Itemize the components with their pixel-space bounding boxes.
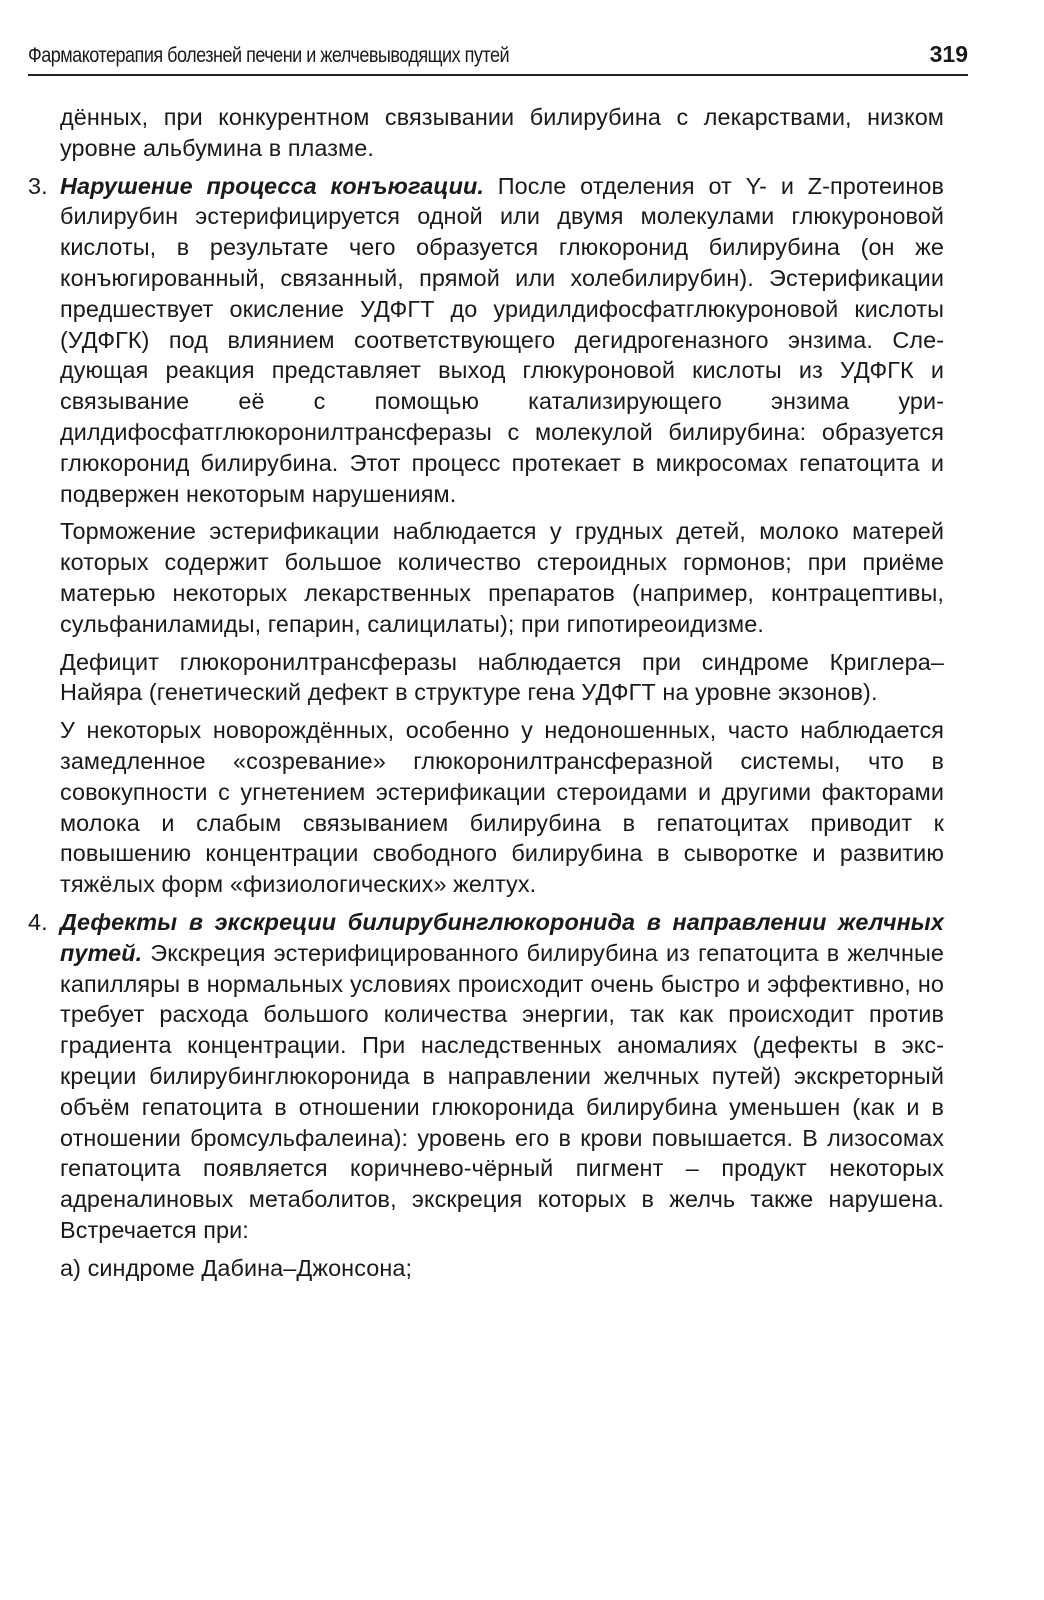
header-title: Фармакотерапия болезней печени и желчевыводящих путей [28,44,510,67]
continuation-paragraph: дённых, при конкурентном связывании билирубина с лекарствами, низком уровне альбумина в плазме. [60,104,944,161]
list-item-3-text: После отделения от Y- и Z-протеинов билирубин эстерифицируется одной или двумя молекулами глюкуроновой кислоты, в результате чего образуется глюкоронид билирубина (он же конъюгированный, связанный, прямой или холебилирубин). Эстерификации предшествует окисление УДФГТ до уридилдифосфатглюкуроновой кислоты (УДФГК) под влиянием соответствующего дегидрогеназного энзима. Следующая реакция представляет выход глюкуроновой кислоты из УДФГК и связывание её с помощью катализирующего энзима уридилдифосфатглюкоронилтрансферазы с молекулой билирубина: образуется глюкоронид билирубина. Этот процесс протекает в микросомах гепатоцита и подвержен некоторым нарушениям. [60,172,944,507]
paragraph-crigler-najjar: Дефицит глюкоронилтрансферазы наблюдается при синдроме Криглера–Найяра (генетический дефект в структуре гена УДФГТ на уровне экзонов). [60,648,944,706]
list-item-3-heading: Нарушение процесса конъюгации. [60,172,484,199]
page-body [28,102,944,1290]
running-header [28,38,968,76]
list-item-4-heading: Дефекты в экскреции билирубинглюкоронида в направлении желчных путей. [60,908,944,966]
list-item-4 [28,907,944,1246]
list-item-3 [28,171,944,510]
list-item-3-number: 3. [28,172,48,199]
page-number: 319 [929,41,968,67]
sub-item-a: а) синдроме Дабина–Джонсона; [60,1254,413,1281]
list-item-4-text: Экскреция эстерифицированного билирубина из гепатоцита в желчные капилляры в нормальных условиях происходит очень быстро и эффективно, но требует расхода большого количества энергии, так как происходит против градиента концентрации. При наследственных аномалиях (дефекты в экскреции билирубинглюкоронида в направлении желчных путей) экскреторный объём гепатоцита в отношении глюкоронида билирубина уменьшен (как и в отношении бромсульфалеина): уровень его в крови повышается. В лизосомах гепатоцита появляется коричнево-чёрный пигмент – продукт некоторых адреналиновых метаболитов, экскреция которых в желчь также нарушена. Встречается при: [60,939,944,1243]
paragraph-newborns: У некоторых новорождённых, особенно у недоношенных, часто наблюдается замедленное «созревание» глюкоронилтрансферазной системы, что в совокупности с угнетением эстерификации стероидами и другими факторами молока и слабым связыванием билирубина в гепатоцитах приводит к повышению концентрации свободного билирубина в сыворотке и развитию тяжёлых форм «физиологических» желтух. [60,717,944,898]
paragraph-esterification-inhibition: Торможение эстерификации наблюдается у грудных детей, молоко матерей которых содержит большое количество стероидных гормонов; при приёме матерью некоторых лекарственных препаратов (например, контрацептивы, сульфаниламиды, гепарин, салицилаты); при гипотиреоидизме. [60,518,944,637]
list-item-4-number: 4. [28,908,48,935]
